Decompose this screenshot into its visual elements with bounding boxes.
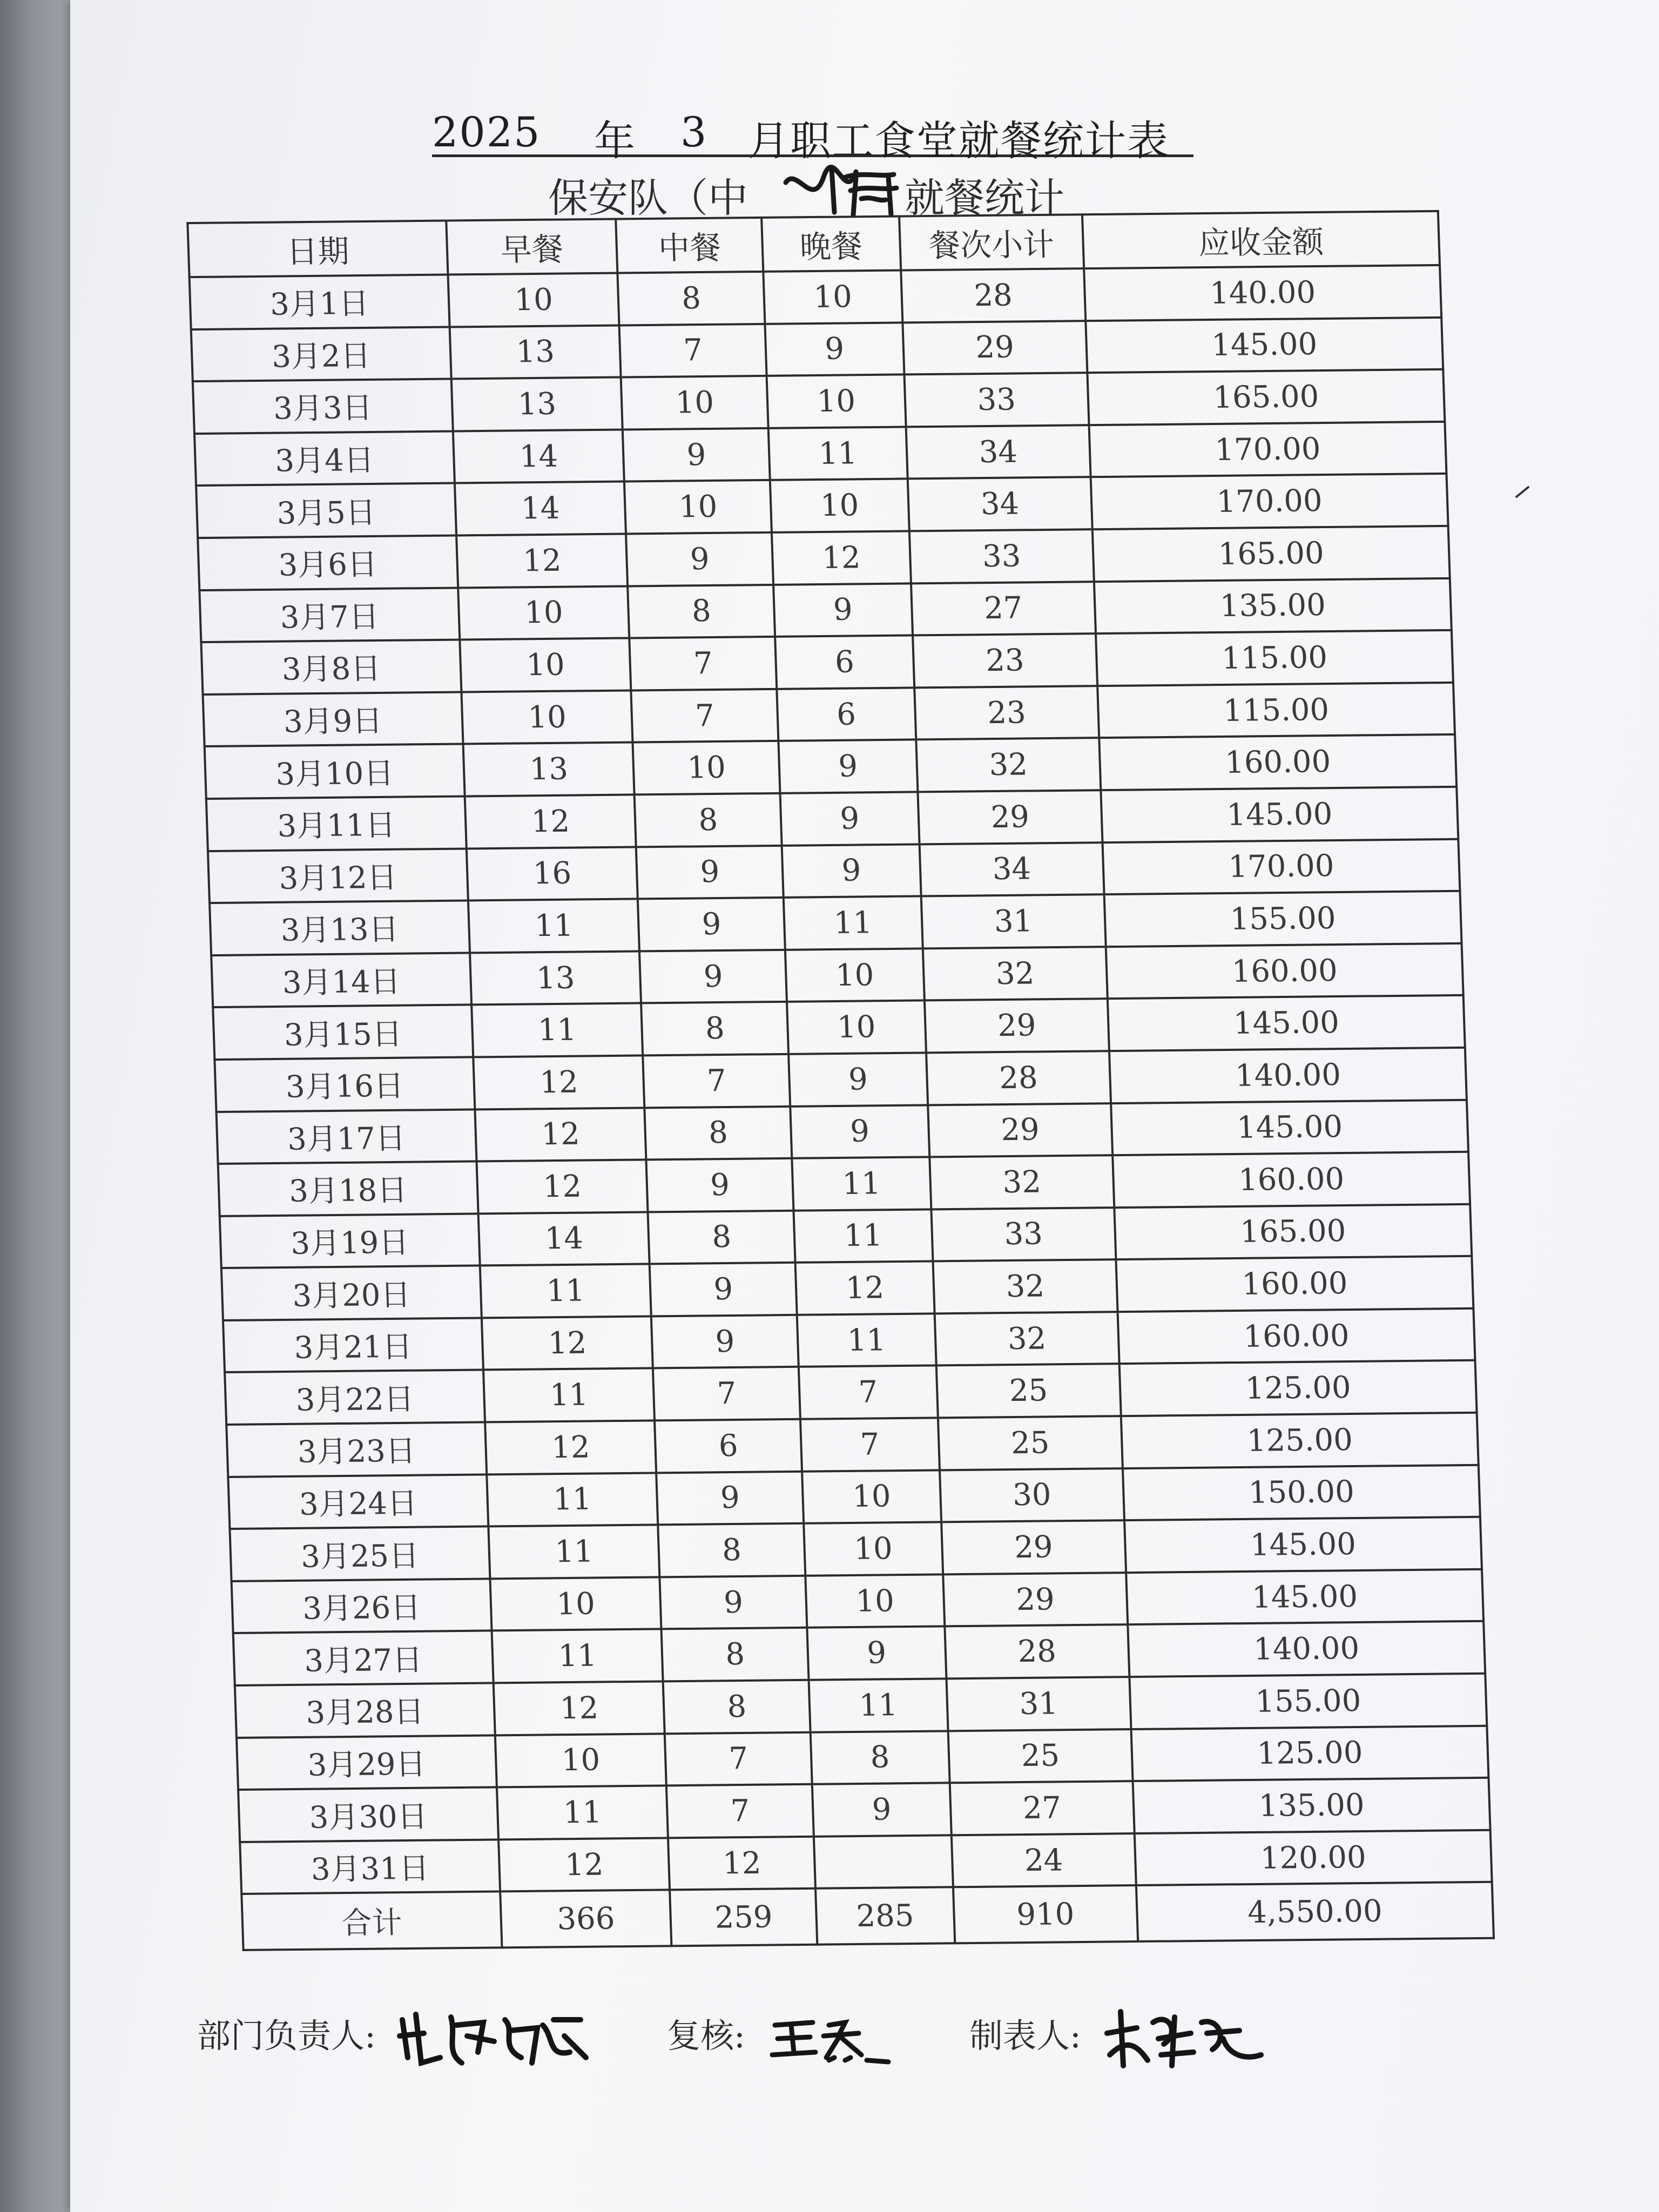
cell-breakfast: 10 <box>448 273 619 327</box>
cell-breakfast: 13 <box>463 743 635 797</box>
cell-amount: 115.00 <box>1096 630 1453 686</box>
cell-date: 3月17日 <box>217 1109 477 1164</box>
cell-breakfast: 11 <box>492 1629 664 1683</box>
cell-dinner: 9 <box>807 1627 946 1680</box>
cell-amount: 160.00 <box>1099 734 1456 790</box>
cell-amount: 160.00 <box>1112 1152 1470 1208</box>
cell-dinner: 10 <box>787 1001 926 1054</box>
cell-date: 3月8日 <box>201 640 461 694</box>
cell-meal-subtotal: 31 <box>946 1677 1131 1731</box>
cell-dinner: 11 <box>784 896 923 950</box>
cell-dinner: 10 <box>770 479 909 532</box>
cell-dinner: 12 <box>795 1262 935 1315</box>
cell-amount: 145.00 <box>1085 317 1443 373</box>
cell-lunch: 7 <box>643 1054 791 1108</box>
cell-date: 3月31日 <box>240 1839 500 1894</box>
table-body <box>187 211 1494 1950</box>
cell-dinner: 6 <box>777 687 916 741</box>
cell-breakfast: 14 <box>455 482 626 536</box>
cell-dinner: 9 <box>765 322 904 376</box>
cell-amount: 135.00 <box>1133 1778 1491 1833</box>
cell-dinner: 9 <box>780 792 920 845</box>
cell-breakfast: 13 <box>451 377 623 431</box>
cell-date: 3月6日 <box>198 535 458 590</box>
cell-date: 3月30日 <box>238 1788 498 1842</box>
header-date: 日期 <box>187 221 448 278</box>
cell-meal-subtotal: 32 <box>934 1312 1119 1366</box>
cell-lunch: 9 <box>636 845 784 899</box>
cell-dinner: 11 <box>797 1313 936 1367</box>
handwritten-correction <box>780 161 905 220</box>
cell-lunch: 8 <box>663 1680 811 1734</box>
subtitle-right: 就餐统计 <box>905 175 1064 221</box>
cell-lunch: 8 <box>628 584 775 638</box>
cell-meal-subtotal: 33 <box>909 529 1094 583</box>
cell-date: 3月21日 <box>223 1318 483 1372</box>
cell-date: 3月16日 <box>214 1057 475 1111</box>
cell-amount: 160.00 <box>1118 1309 1475 1364</box>
cell-dinner: 9 <box>773 583 913 637</box>
cell-breakfast: 14 <box>478 1212 650 1266</box>
header-meal-subtotal: 餐次小计 <box>899 214 1084 270</box>
cell-meal-subtotal: 29 <box>928 1103 1112 1157</box>
cell-meal-subtotal: 25 <box>948 1729 1132 1783</box>
cell-lunch: 10 <box>621 376 768 429</box>
cell-dinner: 10 <box>804 1522 943 1576</box>
reviewer-signature <box>764 2009 894 2068</box>
cell-breakfast: 11 <box>480 1264 652 1318</box>
cell-dinner: 12 <box>772 531 911 584</box>
cell-date: 3月28日 <box>235 1683 495 1737</box>
cell-dinner: 10 <box>802 1470 941 1523</box>
cell-date: 3月23日 <box>226 1422 487 1476</box>
cell-breakfast: 14 <box>453 429 625 483</box>
cell-lunch: 8 <box>658 1523 806 1577</box>
total-dinner: 285 <box>815 1887 955 1945</box>
cell-breakfast: 11 <box>483 1368 655 1422</box>
dept-head-label: 部门负责人: <box>197 2016 376 2055</box>
cell-amount: 140.00 <box>1084 265 1441 321</box>
preparer-label: 制表人: <box>969 2016 1081 2055</box>
cell-date: 3月1日 <box>190 275 450 329</box>
cell-dinner: 10 <box>805 1574 945 1628</box>
header-dinner: 晚餐 <box>761 216 901 271</box>
cell-date: 3月24日 <box>228 1474 488 1529</box>
cell-meal-subtotal: 29 <box>918 790 1102 844</box>
cell-breakfast: 16 <box>467 847 638 901</box>
cell-lunch: 8 <box>648 1211 795 1264</box>
cell-date: 3月4日 <box>194 431 455 485</box>
cell-breakfast: 11 <box>497 1786 669 1840</box>
cell-breakfast: 12 <box>482 1316 653 1370</box>
cell-meal-subtotal: 32 <box>929 1155 1114 1209</box>
cell-date: 3月2日 <box>191 327 451 381</box>
cell-lunch: 7 <box>666 1784 814 1838</box>
subtitle-left: 保安队（中 <box>548 175 748 221</box>
cell-lunch: 10 <box>633 741 780 794</box>
cell-amount: 145.00 <box>1124 1517 1482 1573</box>
cell-date: 3月15日 <box>213 1005 473 1060</box>
cell-lunch: 9 <box>651 1315 799 1368</box>
cell-amount: 125.00 <box>1131 1725 1489 1781</box>
cell-dinner: 9 <box>782 844 921 898</box>
pen-mark <box>1512 481 1534 502</box>
title-year-unit: 年 <box>594 117 636 165</box>
document-title <box>432 108 1193 165</box>
cell-date: 3月10日 <box>205 744 465 799</box>
cell-amount: 155.00 <box>1129 1674 1487 1729</box>
title-year: 2025 <box>432 108 541 156</box>
cell-date: 3月5日 <box>196 483 456 538</box>
cell-breakfast: 10 <box>458 586 630 640</box>
cell-dinner: 9 <box>812 1783 952 1837</box>
cell-date: 3月20日 <box>221 1266 482 1320</box>
cell-dinner: 11 <box>768 427 908 480</box>
cell-date: 3月12日 <box>208 848 468 903</box>
cell-date: 3月25日 <box>230 1527 490 1581</box>
cell-meal-subtotal: 27 <box>911 582 1096 636</box>
cell-meal-subtotal: 33 <box>904 373 1089 427</box>
cell-amount: 135.00 <box>1094 578 1452 633</box>
cell-breakfast: 12 <box>485 1420 657 1474</box>
cell-breakfast: 10 <box>461 690 633 744</box>
cell-lunch: 9 <box>660 1576 807 1629</box>
cell-meal-subtotal: 34 <box>906 425 1090 479</box>
cell-lunch: 6 <box>655 1419 802 1473</box>
cell-date: 3月22日 <box>225 1370 485 1425</box>
cell-lunch: 12 <box>668 1837 815 1890</box>
cell-amount: 165.00 <box>1092 526 1450 582</box>
cell-dinner: 8 <box>811 1731 950 1784</box>
cell-amount: 120.00 <box>1135 1830 1492 1886</box>
title-text: 月职工食堂就餐统计表 <box>748 117 1169 165</box>
cell-date: 3月9日 <box>203 692 463 746</box>
cell-meal-subtotal: 32 <box>922 947 1107 1001</box>
cell-lunch: 7 <box>631 689 779 743</box>
cell-meal-subtotal: 28 <box>901 268 1085 322</box>
cell-dinner: 9 <box>788 1053 928 1106</box>
cell-lunch: 9 <box>626 532 773 586</box>
total-label: 合计 <box>241 1892 502 1951</box>
cell-date: 3月27日 <box>233 1631 494 1685</box>
cell-meal-subtotal: 33 <box>931 1208 1116 1262</box>
cell-meal-subtotal: 28 <box>926 1051 1111 1105</box>
header-breakfast: 早餐 <box>446 219 618 274</box>
cell-lunch: 8 <box>635 793 782 847</box>
cell-amount: 170.00 <box>1089 422 1447 477</box>
cell-dinner: 7 <box>800 1418 940 1471</box>
cell-lunch: 7 <box>653 1367 800 1420</box>
cell-dinner: 10 <box>763 270 902 323</box>
cell-breakfast: 12 <box>498 1838 670 1892</box>
cell-breakfast: 10 <box>495 1734 667 1788</box>
cell-breakfast: 12 <box>494 1681 665 1735</box>
cell-lunch: 9 <box>646 1158 794 1212</box>
cell-amount: 160.00 <box>1116 1256 1473 1312</box>
cell-meal-subtotal: 28 <box>945 1625 1129 1679</box>
cell-meal-subtotal: 32 <box>933 1259 1117 1313</box>
cell-breakfast: 12 <box>465 794 637 848</box>
header-lunch: 中餐 <box>616 218 764 273</box>
meal-statistics-table <box>186 210 1495 1952</box>
total-meal-subtotal: 910 <box>953 1885 1138 1943</box>
cell-lunch: 8 <box>662 1628 809 1681</box>
cell-amount: 145.00 <box>1111 1100 1468 1155</box>
cell-breakfast: 11 <box>487 1473 658 1527</box>
cell-lunch: 9 <box>639 950 787 1003</box>
cell-lunch: 7 <box>630 637 777 690</box>
cell-breakfast: 11 <box>471 1003 643 1057</box>
total-row <box>241 1882 1494 1950</box>
cell-lunch: 10 <box>624 480 772 534</box>
cell-date: 3月7日 <box>199 588 460 642</box>
cell-amount: 145.00 <box>1101 787 1458 842</box>
cell-breakfast: 13 <box>470 951 642 1005</box>
cell-amount: 145.00 <box>1126 1569 1483 1625</box>
cell-lunch: 9 <box>638 898 785 951</box>
cell-amount: 160.00 <box>1106 943 1464 999</box>
cell-dinner: 10 <box>785 948 925 1002</box>
cell-breakfast: 12 <box>476 1160 648 1214</box>
cell-meal-subtotal: 23 <box>913 633 1097 687</box>
dept-head-signature <box>392 2004 597 2074</box>
cell-dinner: 10 <box>767 375 906 428</box>
cell-dinner: 11 <box>809 1678 948 1732</box>
cell-meal-subtotal: 27 <box>949 1781 1134 1835</box>
cell-meal-subtotal: 34 <box>919 842 1104 896</box>
cell-dinner: 11 <box>792 1157 931 1210</box>
reviewer-label: 复核: <box>667 2016 745 2055</box>
total-amount: 4,550.00 <box>1136 1882 1494 1941</box>
cell-amount: 165.00 <box>1114 1204 1472 1259</box>
cell-breakfast: 13 <box>450 325 622 379</box>
cell-breakfast: 12 <box>473 1055 645 1109</box>
cell-lunch: 9 <box>623 428 770 482</box>
cell-meal-subtotal: 29 <box>925 999 1109 1053</box>
cell-date: 3月19日 <box>220 1213 480 1268</box>
cell-lunch: 7 <box>665 1732 812 1785</box>
cell-dinner <box>814 1835 953 1889</box>
cell-dinner: 9 <box>790 1105 929 1158</box>
cell-lunch: 8 <box>645 1106 792 1159</box>
cell-date: 3月26日 <box>232 1579 492 1633</box>
signature-footer <box>197 2009 1547 2117</box>
cell-amount: 125.00 <box>1121 1413 1479 1468</box>
cell-date: 3月29日 <box>237 1735 497 1790</box>
cell-amount: 125.00 <box>1120 1360 1477 1416</box>
cell-meal-subtotal: 34 <box>907 477 1092 531</box>
cell-amount: 170.00 <box>1091 474 1448 529</box>
cell-date: 3月3日 <box>193 379 453 434</box>
title-month: 3 <box>680 108 708 156</box>
cell-breakfast: 12 <box>475 1108 646 1162</box>
cell-date: 3月14日 <box>211 953 471 1007</box>
cell-amount: 140.00 <box>1128 1621 1485 1677</box>
cell-amount: 145.00 <box>1108 995 1465 1051</box>
cell-breakfast: 10 <box>490 1577 662 1631</box>
cell-amount: 155.00 <box>1104 891 1462 947</box>
cell-meal-subtotal: 29 <box>902 321 1087 375</box>
cell-meal-subtotal: 30 <box>940 1468 1124 1522</box>
cell-date: 3月18日 <box>218 1162 478 1216</box>
total-breakfast: 366 <box>500 1890 672 1948</box>
cell-meal-subtotal: 25 <box>936 1364 1121 1418</box>
cell-meal-subtotal: 24 <box>951 1833 1136 1887</box>
cell-breakfast: 10 <box>460 638 631 692</box>
cell-meal-subtotal: 32 <box>916 738 1101 792</box>
cell-breakfast: 11 <box>468 899 640 953</box>
cell-dinner: 6 <box>775 636 914 689</box>
cell-meal-subtotal: 29 <box>943 1573 1128 1627</box>
cell-dinner: 11 <box>793 1209 933 1263</box>
header-amount-receivable: 应收金额 <box>1082 211 1440 268</box>
cell-breakfast: 11 <box>488 1525 660 1579</box>
cell-date: 3月13日 <box>210 901 470 955</box>
cell-amount: 170.00 <box>1103 839 1460 894</box>
cell-date: 3月11日 <box>206 796 467 851</box>
cell-meal-subtotal: 29 <box>941 1520 1126 1574</box>
cell-amount: 150.00 <box>1123 1465 1480 1520</box>
cell-lunch: 8 <box>618 272 765 325</box>
cell-amount: 165.00 <box>1087 369 1445 425</box>
cell-amount: 140.00 <box>1109 1048 1467 1103</box>
cell-dinner: 7 <box>799 1366 938 1419</box>
cell-meal-subtotal: 23 <box>914 686 1099 740</box>
cell-lunch: 9 <box>657 1471 804 1525</box>
cell-meal-subtotal: 25 <box>938 1416 1122 1470</box>
cell-amount: 115.00 <box>1097 683 1455 738</box>
cell-breakfast: 12 <box>456 534 628 588</box>
cell-lunch: 8 <box>641 1002 788 1055</box>
cell-lunch: 7 <box>619 323 767 377</box>
cell-lunch: 9 <box>650 1263 797 1316</box>
preparer-signature <box>1099 2001 1272 2076</box>
cell-meal-subtotal: 31 <box>921 894 1105 948</box>
cell-dinner: 9 <box>778 740 918 793</box>
total-lunch: 259 <box>670 1889 818 1946</box>
